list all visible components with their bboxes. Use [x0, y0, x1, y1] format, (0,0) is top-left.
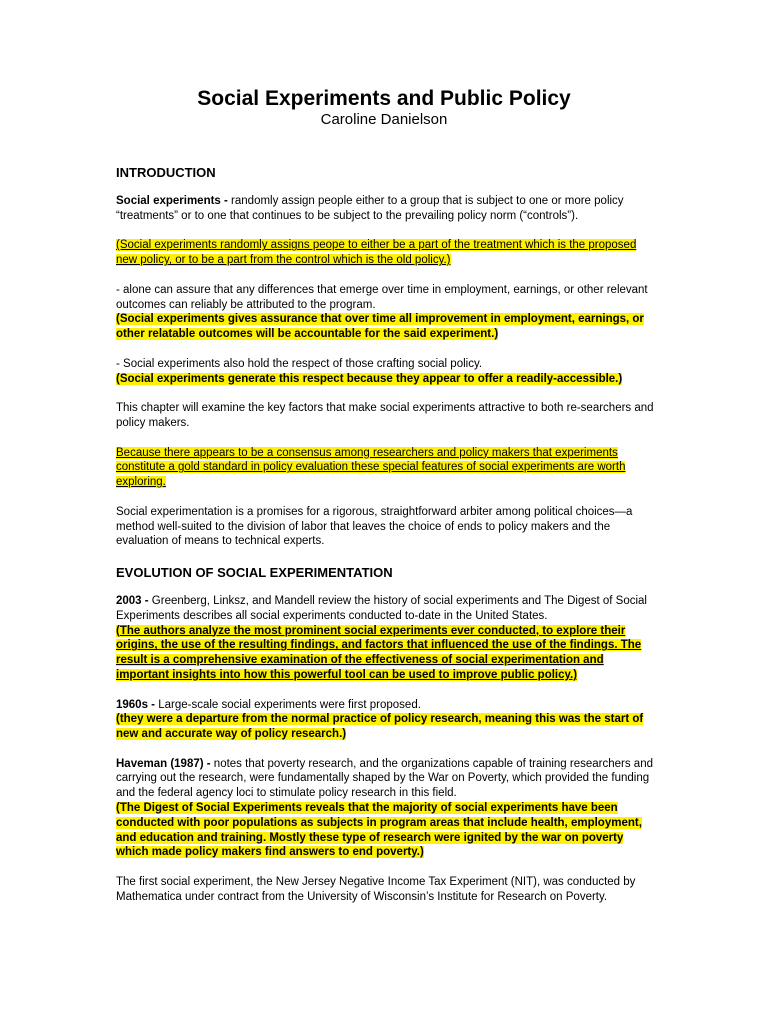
evolution-heading: EVOLUTION OF SOCIAL EXPERIMENTATION [116, 564, 393, 580]
document-body [116, 160, 656, 919]
paragraph-social-experiments-definition [116, 194, 656, 224]
body-text: This chapter will examine the key factors that make social experiments attractive to both re-searchers and policy makers. [116, 402, 654, 429]
term-haveman: Haveman (1987) - [116, 757, 211, 770]
body-text: - Social experiments also hold the respect of those crafting social policy. [116, 357, 483, 370]
highlighted-note: (they were a departure from the normal practice of policy research, meaning this was the start of new and accurate way of policy research.) [116, 713, 644, 741]
year-label: 2003 - [116, 594, 149, 607]
paragraph-note-random-assign [116, 238, 656, 268]
highlighted-note: (Social experiments gives assurance that over time all improvement in employment, earnings, or other relatable outcomes will be accountable for the said experiment.) [116, 313, 644, 341]
document-title: Social Experiments and Public Policy [197, 87, 571, 110]
paragraph-haveman [116, 757, 656, 861]
paragraph-consensus [116, 446, 656, 490]
body-text: Social experimentation is a promises for a rigorous, straightforward arbiter among political choices—a method well-suited to the division of labor that leaves the choice of ends to policy makers and the evaluation of means to technical experts. [116, 505, 633, 548]
paragraph-assurance [116, 283, 656, 342]
highlighted-note: Because there appears to be a consensus among researchers and policy makers that experiments constitute a gold standard in policy evaluation these special features of social experiments are worth exploring. [116, 446, 626, 489]
year-label: 1960s - [116, 698, 156, 711]
highlighted-note: (Social experiments randomly assigns peope to either be a part of the treatment which is the proposed new policy, or to be a part from the control which is the old policy.) [116, 239, 637, 267]
document-author: Caroline Danielson [320, 111, 448, 128]
paragraph-respect [116, 357, 656, 387]
highlighted-note: (The authors analyze the most prominent social experiments ever conducted, to explore their origins, the use of the resulting findings, and factors that influenced the use of the findings. The result is a comprehensive examination of the effectiveness of social experimentation and important insights into how this powerful tool can be used to improve public policy.) [116, 624, 642, 681]
paragraph-2003 [116, 594, 656, 683]
highlighted-note: (Social experiments generate this respect because they appear to offer a readily-accessible.) [116, 372, 623, 385]
paragraph-1960s [116, 698, 656, 742]
body-text: Large-scale social experiments were first proposed. [155, 698, 421, 711]
body-text: The first social experiment, the New Jersey Negative Income Tax Experiment (NIT), was conducted by Mathematica under contract from the University of Wisconsin’s Institute for Research on Poverty. [116, 876, 636, 903]
body-text: - alone can assure that any differences that emerge over time in employment, earnings, or other relevant outcomes can reliably be attributed to the program. [116, 283, 648, 311]
highlighted-note: (The Digest of Social Experiments reveals that the majority of social experiments have been conducted with poor populations as subjects in program areas that include health, employment, and education and training. Mostly these type of research were ignited by the war on poverty which made policy makers find answers to end poverty.) [116, 802, 642, 859]
definition-text: randomly assign people either to a group that is subject to one or more policy “treatments” or to one that continues to be subject to the prevailing policy norm (“controls”). [116, 195, 624, 222]
paragraph-chapter-overview [116, 401, 656, 431]
body-text: notes that poverty research, and the organizations capable of training researchers and carrying out the research, were fundamentally shaped by the War on Poverty, which provided the funding and the federal agency loci to stimulate policy research in this field. [116, 757, 653, 800]
body-text: Greenberg, Linksz, and Mandell review the history of social experiments and The Digest of Social Experiments describes all social experiments conducted to-date in the United States. [116, 594, 647, 622]
term-social-experiments: Social experiments - [116, 195, 228, 207]
introduction-heading: INTRODUCTION [116, 165, 216, 180]
paragraph-first-experiment [116, 875, 656, 905]
paragraph-arbiter [116, 505, 656, 549]
